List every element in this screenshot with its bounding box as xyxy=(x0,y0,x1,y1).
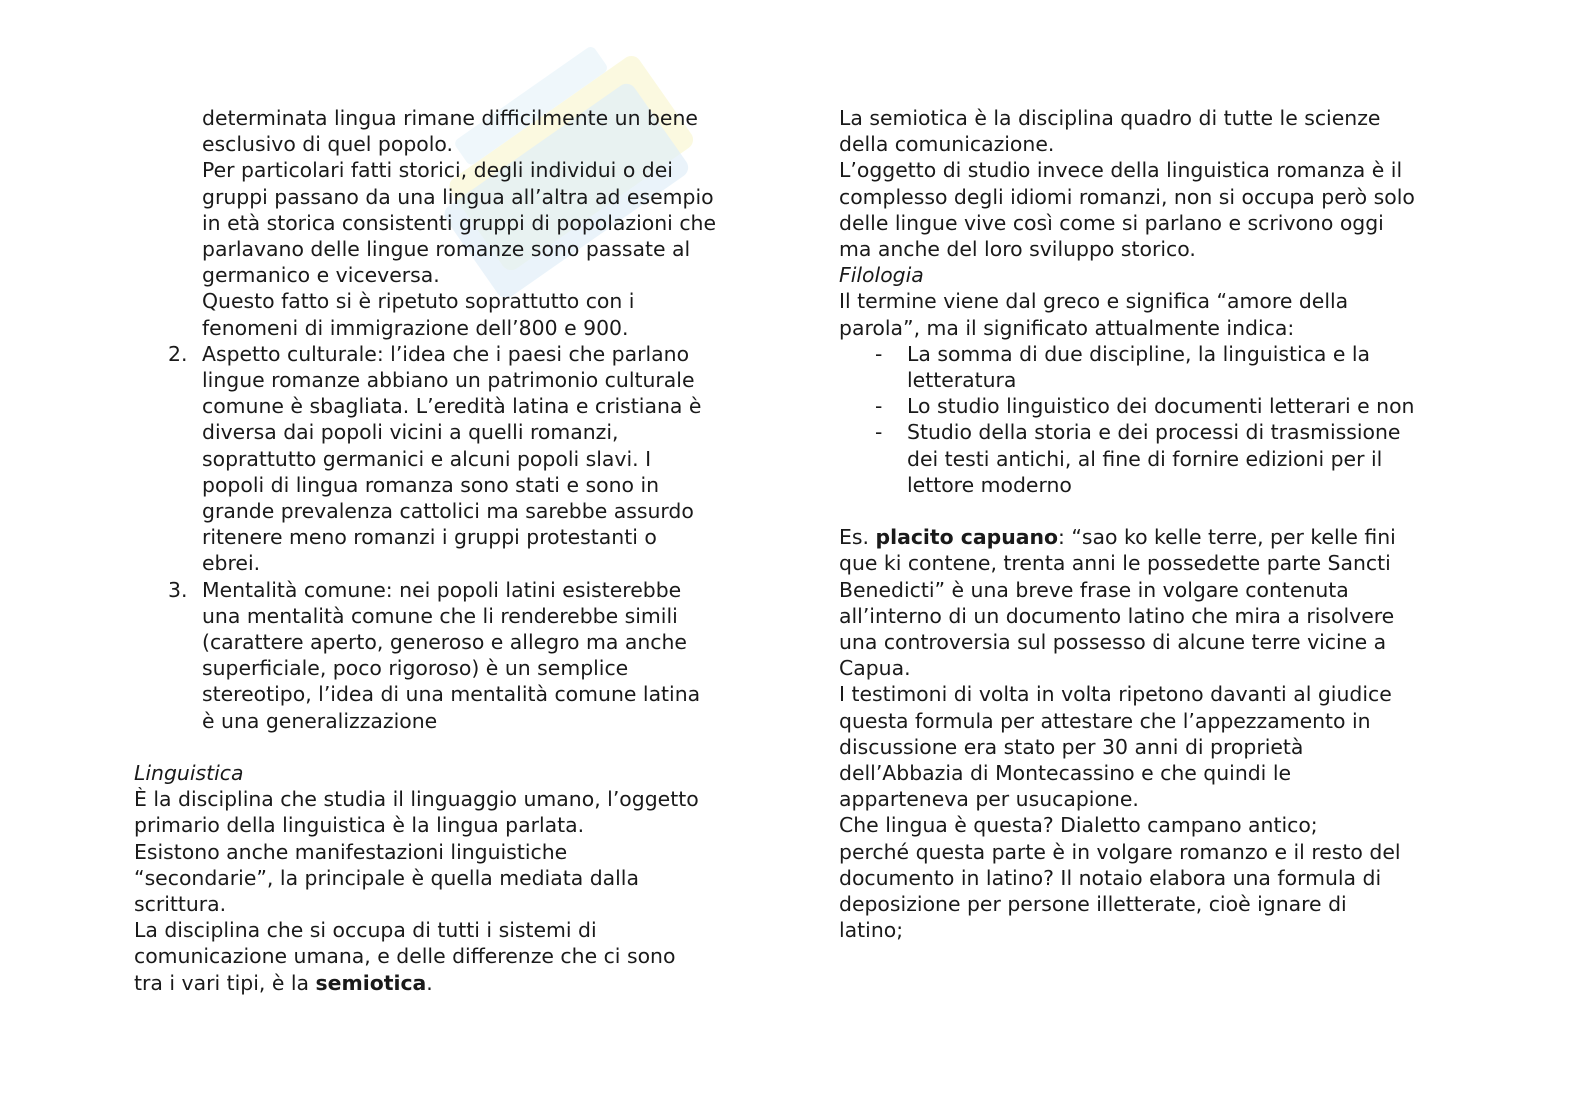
bold-term-semiotica: semiotica xyxy=(315,970,427,995)
text-line: in età storica consistenti gruppi di popolazioni che xyxy=(202,210,717,235)
text-line: questa formula per attestare che l’appezzamento in xyxy=(839,708,1371,733)
text-line: Esistono anche manifestazioni linguistiche xyxy=(134,839,568,864)
text-line: dei testi antichi, al fine di fornire edizioni per il xyxy=(907,446,1383,471)
text-line: primario della linguistica è la lingua parlata. xyxy=(134,813,585,838)
text-line: fenomeni di immigrazione dell’800 e 900. xyxy=(202,315,629,340)
text-line: soprattutto germanici e alcuni popoli slavi. I xyxy=(202,446,652,471)
bold-term-placito-capuano: placito capuano xyxy=(875,525,1059,550)
text-line: delle lingue vive così come si parlano e scrivono oggi xyxy=(839,210,1384,235)
text-line: Benedicti” è una breve frase in volgare contenuta xyxy=(839,577,1349,602)
text-line: Mentalità comune: nei popoli latini esisterebbe xyxy=(202,577,682,602)
dash-bullet: - xyxy=(875,420,883,445)
numbered-list-item xyxy=(134,341,774,577)
dash-bullet: - xyxy=(875,394,883,419)
dash-bullet: - xyxy=(875,341,883,366)
section-heading-filologia: Filologia xyxy=(839,263,924,288)
text-line: I testimoni di volta in volta ripetono davanti al giudice xyxy=(839,682,1392,707)
text-line: Aspetto culturale: l’idea che i paesi che parlano xyxy=(202,341,690,366)
text-line: una controversia sul possesso di alcune terre vicine a xyxy=(839,630,1387,655)
text-line: documento in latino? Il notaio elabora una formula di xyxy=(839,865,1382,890)
left-column xyxy=(134,105,774,996)
text-line: letteratura xyxy=(907,368,1017,393)
text-line: Capua. xyxy=(839,656,911,681)
text-line: perché questa parte è in volgare romanzo e il resto del xyxy=(839,839,1401,864)
text-line: germanico e viceversa. xyxy=(202,263,440,288)
text-line: diversa dai popoli vicini a quelli romanzi, xyxy=(202,420,619,445)
text-line: Il termine viene dal greco e significa “amore della xyxy=(839,289,1349,314)
text-line: tra i vari tipi, è la semiotica. xyxy=(134,970,433,995)
text-line: stereotipo, l’idea di una mentalità comune latina xyxy=(202,682,701,707)
text-line: esclusivo di quel popolo. xyxy=(202,132,454,157)
text-line: deposizione per persone illetterate, cioè ignare di xyxy=(839,892,1347,917)
dash-list-item xyxy=(839,341,1479,393)
text-line: una mentalità comune che li renderebbe simili xyxy=(202,603,678,628)
text-line: Es. placito capuano: “sao ko kelle terre, per kelle fini xyxy=(839,525,1396,550)
text-line: all’interno di un documento latino che mira a risolvere xyxy=(839,603,1395,628)
text-line: dell’Abbazia di Montecassino e che quindi le xyxy=(839,761,1292,786)
text-line: comune è sbagliata. L’eredità latina e cristiana è xyxy=(202,394,702,419)
text-line: que ki contene, trenta anni le possedette parte Sancti xyxy=(839,551,1391,576)
list-number: 2. xyxy=(168,341,188,366)
text-line: Per particolari fatti storici, degli individui o dei xyxy=(202,158,673,183)
text-line: Questo fatto si è ripetuto soprattutto con i xyxy=(202,289,635,314)
text-line: grande prevalenza cattolici ma sarebbe assurdo xyxy=(202,499,694,524)
text-line: determinata lingua rimane difficilmente un bene xyxy=(202,106,698,130)
text-line: latino; xyxy=(839,918,904,943)
text-line: lingue romanze abbiano un patrimonio culturale xyxy=(202,368,695,393)
text-line: “secondarie”, la principale è quella mediata dalla xyxy=(134,865,639,890)
text-line: gruppi passano da una lingua all’altra ad esempio xyxy=(202,184,714,209)
text-line: popoli di lingua romanza sono stati e sono in xyxy=(202,472,660,497)
text-line: discussione era stato per 30 anni di proprietà xyxy=(839,734,1304,759)
text-line: Lo studio linguistico dei documenti letterari e non xyxy=(907,394,1415,419)
section-heading-linguistica: Linguistica xyxy=(134,761,244,786)
text-line: superficiale, poco rigoroso) è un semplice xyxy=(202,656,629,681)
text-line: scrittura. xyxy=(134,892,227,917)
text-line: (carattere aperto, generoso e allegro ma anche xyxy=(202,630,687,655)
text-line: apparteneva per usucapione. xyxy=(839,787,1139,812)
text-line: È la disciplina che studia il linguaggio umano, l’oggetto xyxy=(134,787,699,812)
text-line: ma anche del loro sviluppo storico. xyxy=(839,237,1196,262)
text-line: della comunicazione. xyxy=(839,132,1055,157)
text-line: parola”, ma il significato attualmente indica: xyxy=(839,315,1295,340)
text-line: lettore moderno xyxy=(907,472,1072,497)
text-line: ebrei. xyxy=(202,551,261,576)
text-line: comunicazione umana, e delle differenze che ci sono xyxy=(134,944,676,969)
blank-line xyxy=(134,734,774,760)
text-line: La somma di due discipline, la linguistica e la xyxy=(907,341,1371,366)
dash-list-item xyxy=(839,419,1479,498)
right-column xyxy=(839,105,1479,943)
text-line: Che lingua è questa? Dialetto campano antico; xyxy=(839,813,1318,838)
list-number: 3. xyxy=(168,577,188,602)
blank-line xyxy=(839,498,1479,524)
text-line: ritenere meno romanzi i gruppi protestanti o xyxy=(202,525,657,550)
text-line: L’oggetto di studio invece della linguistica romanza è il xyxy=(839,158,1403,183)
intro-paragraph xyxy=(134,105,774,341)
text-line: complesso degli idiomi romanzi, non si occupa però solo xyxy=(839,184,1415,209)
numbered-list-item xyxy=(134,577,774,734)
text-line: La semiotica è la disciplina quadro di tutte le scienze xyxy=(839,106,1381,130)
text-line: parlavano delle lingue romanze sono passate al xyxy=(202,237,691,262)
text-line: La disciplina che si occupa di tutti i sistemi di xyxy=(134,918,597,943)
text-line: è una generalizzazione xyxy=(202,708,438,733)
text-line: Studio della storia e dei processi di trasmissione xyxy=(907,420,1401,445)
dash-list-item xyxy=(839,393,1479,419)
